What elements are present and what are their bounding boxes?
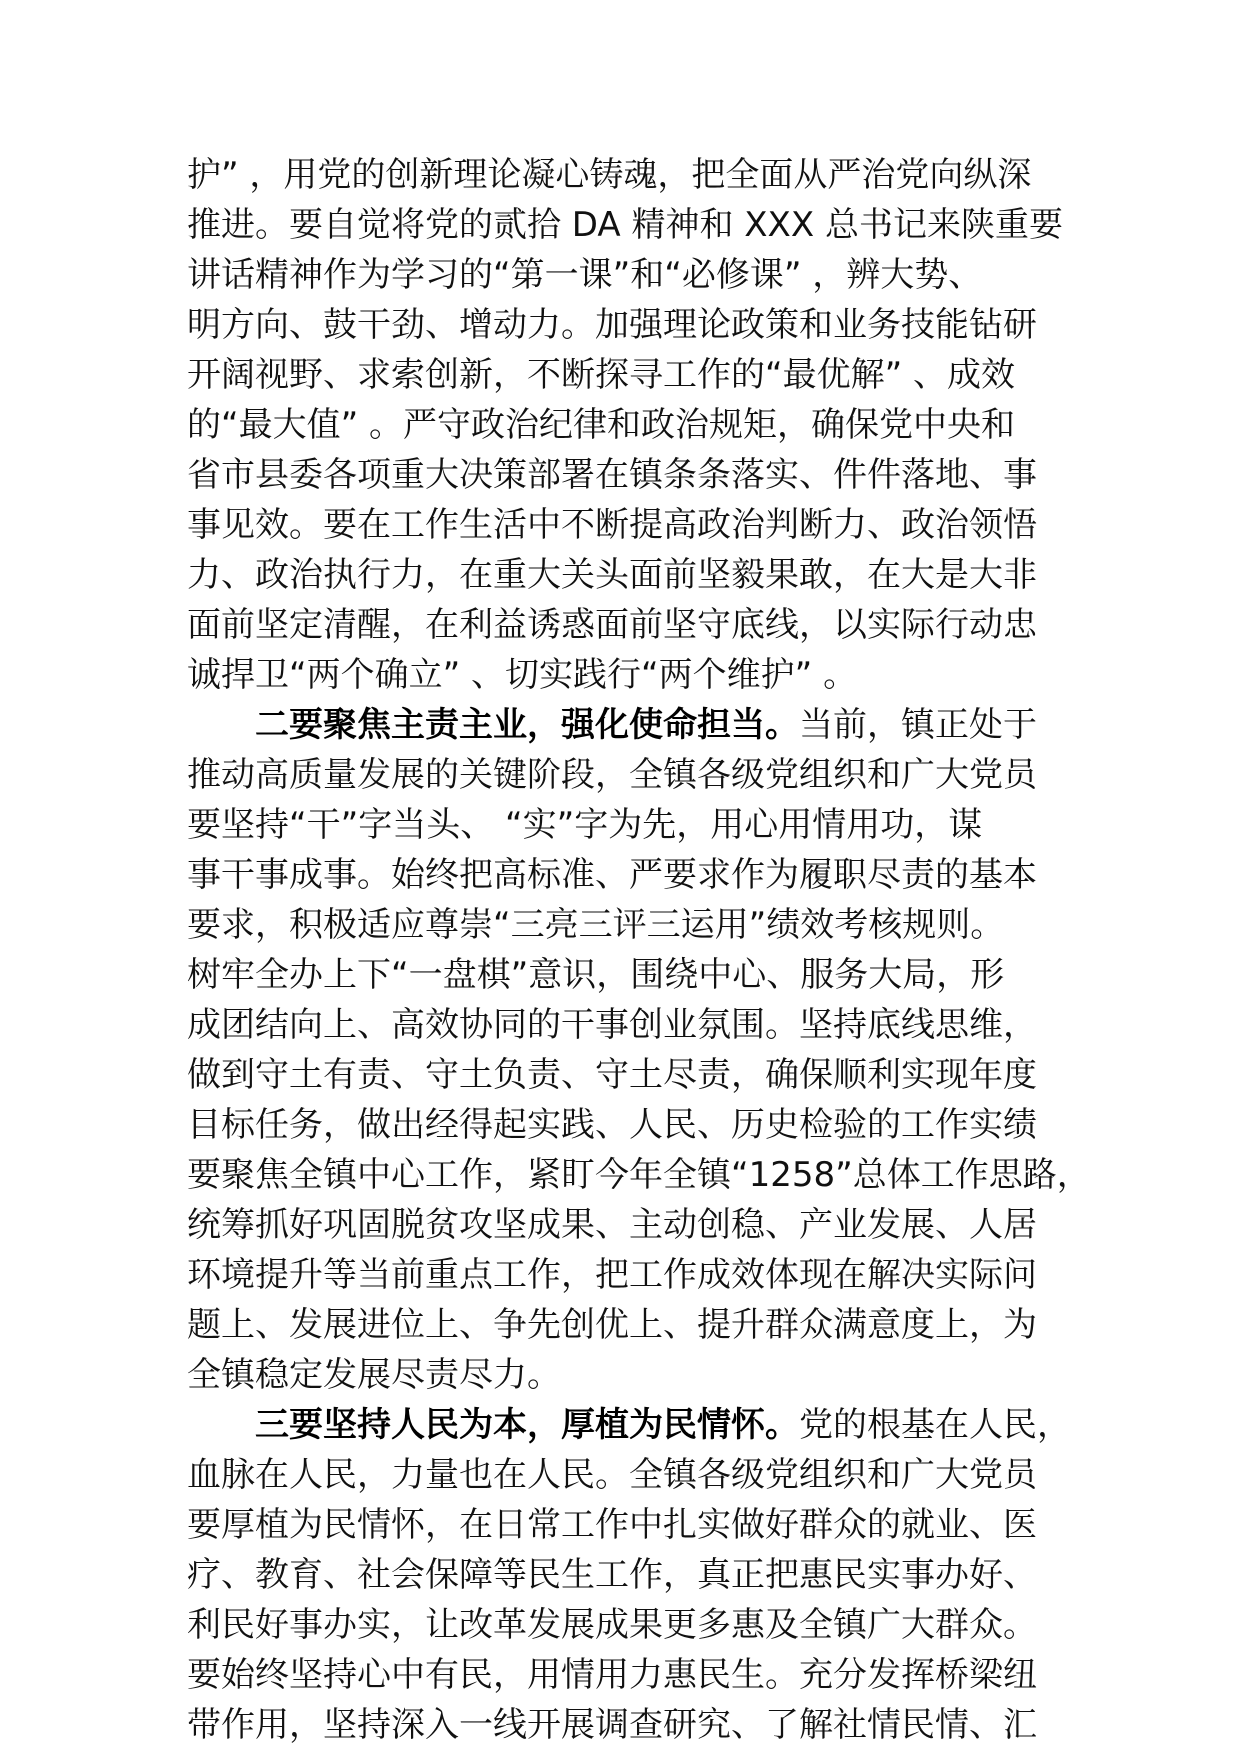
text-line: 要坚持“干”字当头、 “实”字为先，用心用情用功，谋 bbox=[187, 805, 983, 845]
text-line: 要厚植为民情怀，在日常工作中扎实做好群众的就业、医 bbox=[187, 1505, 1037, 1545]
text-line: 推进。要自觉将党的贰拾 DA 精神和 XXX 总书记来陕重要 bbox=[187, 205, 1063, 245]
text-run: 当前，镇正处于 bbox=[799, 705, 1037, 745]
paragraph-1 bbox=[187, 150, 1067, 700]
paragraph-2 bbox=[187, 700, 1091, 1400]
text-line: 利民好事办实，让改革发展成果更多惠及全镇广大群众。 bbox=[187, 1605, 1037, 1645]
text-line: 省市县委各项重大决策部署在镇条条落实、件件落地、事 bbox=[187, 455, 1037, 495]
text-line: 目标任务，做出经得起实践、人民、历史检验的工作实绩 bbox=[187, 1105, 1037, 1145]
text-line: 统筹抓好巩固脱贫攻坚成果、主动创稳、产业发展、人居 bbox=[187, 1205, 1037, 1245]
text-line: 要聚焦全镇中心工作，紧盯今年全镇“1258”总体工作思路， bbox=[187, 1155, 1091, 1195]
text-line: 疗、教育、社会保障等民生工作，真正把惠民实事办好、 bbox=[187, 1555, 1037, 1595]
paragraph-3 bbox=[187, 1400, 1071, 1750]
text-line: 要求，积极适应尊崇“三亮三评三运用”绩效考核规则。 bbox=[187, 905, 1005, 945]
text-line: 明方向、鼓干劲、增动力。加强理论政策和业务技能钻研 bbox=[187, 305, 1037, 345]
text-line: 题上、发展进位上、争先创优上、提升群众满意度上，为 bbox=[187, 1305, 1037, 1345]
text-line: 护” ，用党的创新理论凝心铸魂，把全面从严治党向纵深 bbox=[187, 155, 1032, 195]
document-page bbox=[187, 150, 1091, 1750]
text-line: 要始终坚持心中有民，用情用力惠民生。充分发挥桥梁纽 bbox=[187, 1655, 1037, 1695]
text-line: 做到守土有责、守土负责、守土尽责，确保顺利实现年度 bbox=[187, 1055, 1037, 1095]
text-line: 面前坚定清醒，在利益诱惑面前坚守底线，以实际行动忠 bbox=[187, 605, 1037, 645]
text-line: 开阔视野、求索创新，不断探寻工作的“最优解” 、成效 bbox=[187, 355, 1016, 395]
text-line: 成团结向上、高效协同的干事创业氛围。坚持底线思维， bbox=[187, 1005, 1037, 1045]
paragraph-first-line bbox=[187, 1400, 1071, 1450]
text-line: 讲话精神作为学习的“第一课”和“必修课” ，辨大势、 bbox=[187, 255, 983, 295]
text-line: 事见效。要在工作生活中不断提高政治判断力、政治领悟 bbox=[187, 505, 1037, 545]
text-line: 力、政治执行力，在重大关头面前坚毅果敢，在大是大非 bbox=[187, 555, 1037, 595]
text-line: 推动高质量发展的关键阶段，全镇各级党组织和广大党员 bbox=[187, 755, 1037, 795]
paragraph-first-line bbox=[187, 700, 1067, 750]
text-line: 事干事成事。始终把高标准、严要求作为履职尽责的基本 bbox=[187, 855, 1037, 895]
text-line: 树牢全办上下“一盘棋”意识，围绕中心、服务大局，形 bbox=[187, 955, 1005, 995]
text-line: 诚捍卫“两个确立” 、切实践行“两个维护” 。 bbox=[187, 655, 858, 695]
text-run: 党的根基在人民， bbox=[799, 1405, 1071, 1445]
section-heading: 二要聚焦主责主业，强化使命担当。 bbox=[255, 705, 799, 745]
text-line: 全镇稳定发展尽责尽力。 bbox=[187, 1355, 561, 1395]
text-line: 环境提升等当前重点工作，把工作成效体现在解决实际问 bbox=[187, 1255, 1037, 1295]
section-heading: 三要坚持人民为本，厚植为民情怀。 bbox=[255, 1405, 799, 1445]
text-line: 的“最大值” 。严守政治纪律和政治规矩，确保党中央和 bbox=[187, 405, 1016, 445]
text-line: 带作用，坚持深入一线开展调查研究、了解社情民情、汇 bbox=[187, 1705, 1037, 1745]
text-line: 血脉在人民，力量也在人民。全镇各级党组织和广大党员 bbox=[187, 1455, 1037, 1495]
